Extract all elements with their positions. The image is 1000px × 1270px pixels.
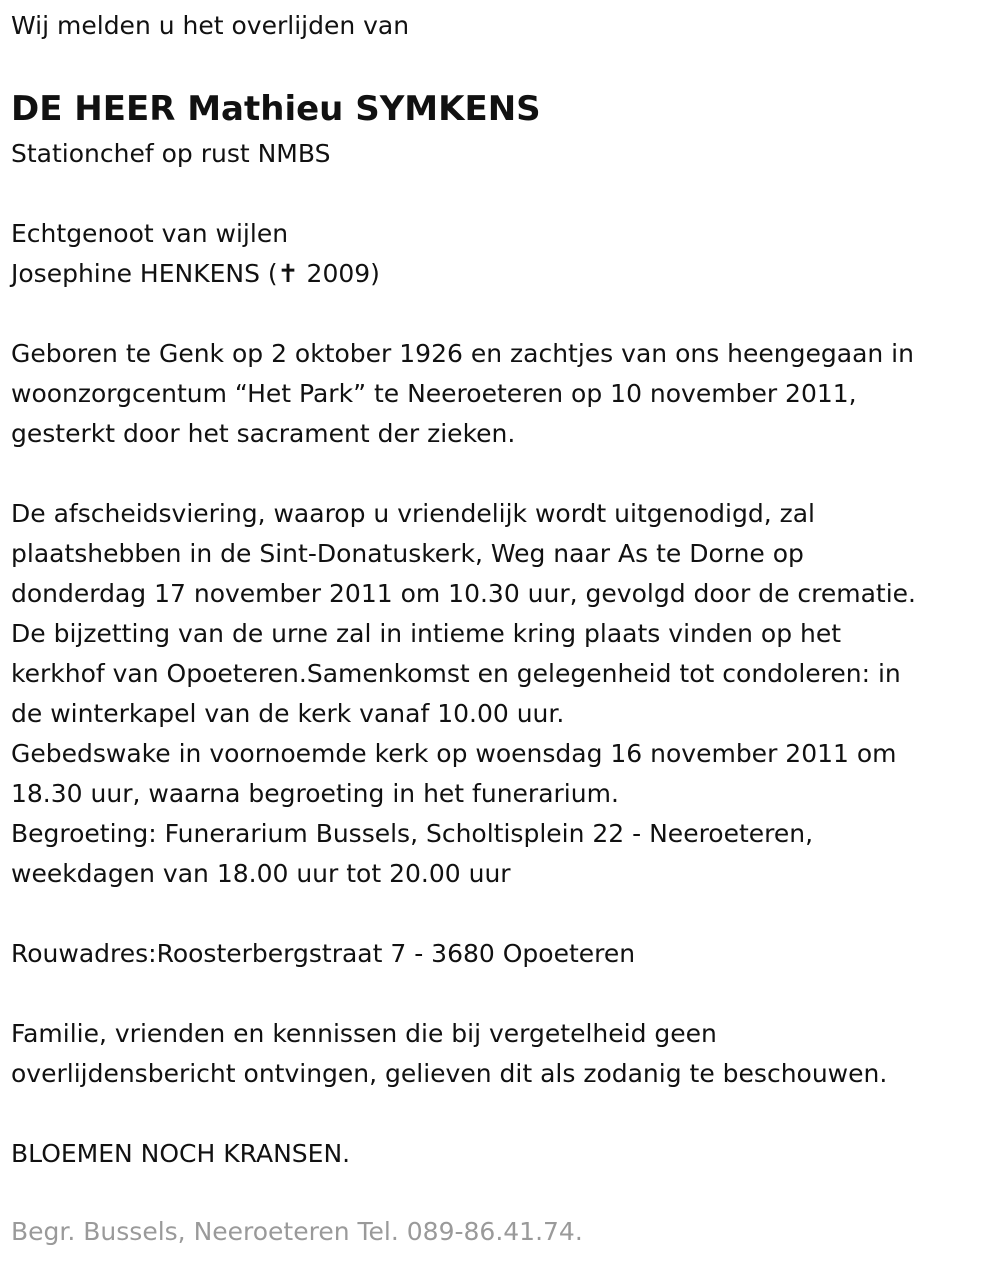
- birth-death-line: Geboren te Genk op 2 oktober 1926 en zachtjes van ons heengegaan in: [11, 339, 914, 368]
- ceremony-line: weekdagen van 18.00 uur tot 20.00 uur: [11, 859, 511, 888]
- birth-death-line: woonzorgcentum “Het Park” te Neeroeteren op 10 november 2011,: [11, 379, 857, 408]
- ceremony-line: De afscheidsviering, waarop u vriendelijk wordt uitgenodigd, zal: [11, 499, 815, 528]
- ceremony-line: De bijzetting van de urne zal in intieme kring plaats vinden op het: [11, 619, 842, 648]
- ceremony-line: Begroeting: Funerarium Bussels, Scholtisplein 22 - Neeroeteren,: [11, 819, 814, 848]
- spacer: [11, 174, 990, 214]
- ceremony-line: plaatshebben in de Sint-Donatuskerk, Weg naar As te Dorne op: [11, 539, 804, 568]
- family-note-line: Familie, vrienden en kennissen die bij vergetelheid geen: [11, 1019, 717, 1048]
- birth-death-line: gesterkt door het sacrament der zieken.: [11, 419, 516, 448]
- family-note-line: overlijdensbericht ontvingen, gelieven dit als zodanig te beschouwen.: [11, 1059, 888, 1088]
- funeral-home-footer: Begr. Bussels, Neeroeteren Tel. 089-86.41.74.: [11, 1217, 583, 1246]
- spacer: [11, 974, 990, 1014]
- ceremony-line: 18.30 uur, waarna begroeting in het funerarium.: [11, 779, 619, 808]
- spacer: [11, 1094, 990, 1134]
- intro-text: Wij melden u het overlijden van: [11, 11, 410, 40]
- spouse-line: Echtgenoot van wijlen: [11, 219, 289, 248]
- ceremony-line: de winterkapel van de kerk vanaf 10.00 uur.: [11, 699, 565, 728]
- address-line: Rouwadres:Roosterbergstraat 7 - 3680 Opoeteren: [11, 939, 636, 968]
- ceremony-line: Gebedswake in voornoemde kerk op woensdag 16 november 2011 om: [11, 739, 897, 768]
- spacer: [11, 894, 990, 934]
- spouse-line: Josephine HENKENS (✝ 2009): [11, 259, 380, 288]
- deceased-name: DE HEER Mathieu SYMKENS: [11, 89, 541, 129]
- flowers-note: BLOEMEN NOCH KRANSEN.: [11, 1139, 351, 1168]
- occupation-text: Stationchef op rust NMBS: [11, 139, 331, 168]
- spacer: [11, 294, 990, 334]
- spacer: [11, 454, 990, 494]
- ceremony-line: donderdag 17 november 2011 om 10.30 uur, gevolgd door de crematie.: [11, 579, 917, 608]
- ceremony-line: kerkhof van Opoeteren.Samenkomst en gelegenheid tot condoleren: in: [11, 659, 901, 688]
